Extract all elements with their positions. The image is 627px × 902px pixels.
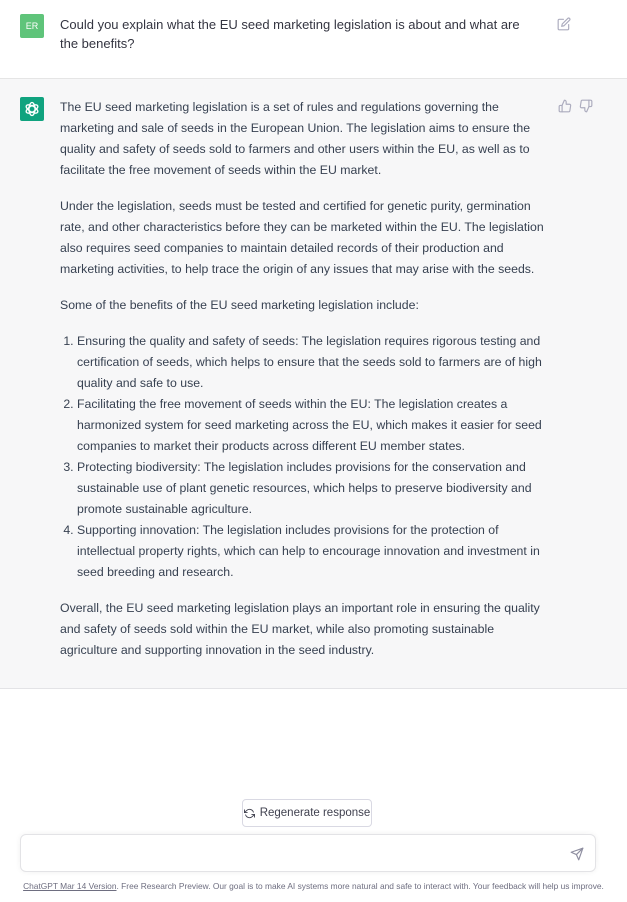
regenerate-response-button[interactable] [242, 799, 372, 827]
assistant-paragraph: The EU seed marketing legislation is a set of rules and regulations governing the marketing and sale of seeds in the European Union. The legislation aims to ensure the quality and safety of seeds sold to farmers and other users within the EU, as well as to facilitate the free movement of seeds within the EU market. [60, 100, 531, 177]
list-item: 3. Protecting biodiversity: The legislation includes provisions for the conservation and sustainable use of plant genetic resources, which helps to preserve biodiversity and promote sustainable agriculture. [77, 457, 552, 520]
send-icon[interactable] [570, 847, 584, 861]
chat-input-container[interactable] [20, 834, 596, 872]
benefits-list [60, 331, 552, 583]
assistant-paragraph: Under the legislation, seeds must be tested and certified for genetic purity, germination rate, and other characteristics before they can be marketed within the EU. The legislation also requires seed companies to maintain detailed records of their production and marketing activities, to help trace the origin of any issues that may arise with the seeds. [60, 199, 544, 276]
assistant-paragraph: Overall, the EU seed marketing legislation plays an important role in ensuring the quality and safety of seeds sold within the EU market, while also promoting sustainable agriculture and supporting innovation in the seed industry. [60, 601, 540, 657]
openai-logo-icon [20, 97, 44, 121]
user-message [0, 0, 627, 79]
user-avatar: ER [20, 14, 44, 38]
list-item: 4. Supporting innovation: The legislation includes provisions for the protection of intellectual property rights, which can help to encourage innovation and investment in seed breeding and research. [77, 520, 552, 583]
list-item: 1. Ensuring the quality and safety of seeds: The legislation requires rigorous testing and certification of seeds, which helps to ensure that the seeds sold to farmers are of high quality and safe to use. [77, 331, 552, 394]
thumbs-down-icon[interactable] [579, 99, 593, 113]
list-item: 2. Facilitating the free movement of seeds within the EU: The legislation creates a harmonized system for seed marketing across the EU, which makes it easier for seed companies to market their products across different EU member states. [77, 394, 552, 457]
disclaimer-text: . Free Research Preview. Our goal is to make AI systems more natural and safe to interact with. Your feedback will help us improve. [116, 881, 604, 891]
edit-icon[interactable] [557, 17, 571, 31]
assistant-paragraph: Some of the benefits of the EU seed marketing legislation include: [60, 298, 419, 312]
footer-disclaimer [0, 881, 627, 891]
user-message-text: Could you explain what the EU seed marketing legislation is about and what are the benefits? [60, 17, 520, 51]
version-link[interactable]: ChatGPT Mar 14 Version [23, 881, 117, 891]
thumbs-up-icon[interactable] [558, 99, 572, 113]
regenerate-label: Regenerate response [259, 807, 371, 819]
refresh-icon [244, 808, 255, 819]
chat-input[interactable] [31, 843, 555, 865]
assistant-message [0, 79, 627, 689]
assistant-message-text [60, 97, 552, 676]
